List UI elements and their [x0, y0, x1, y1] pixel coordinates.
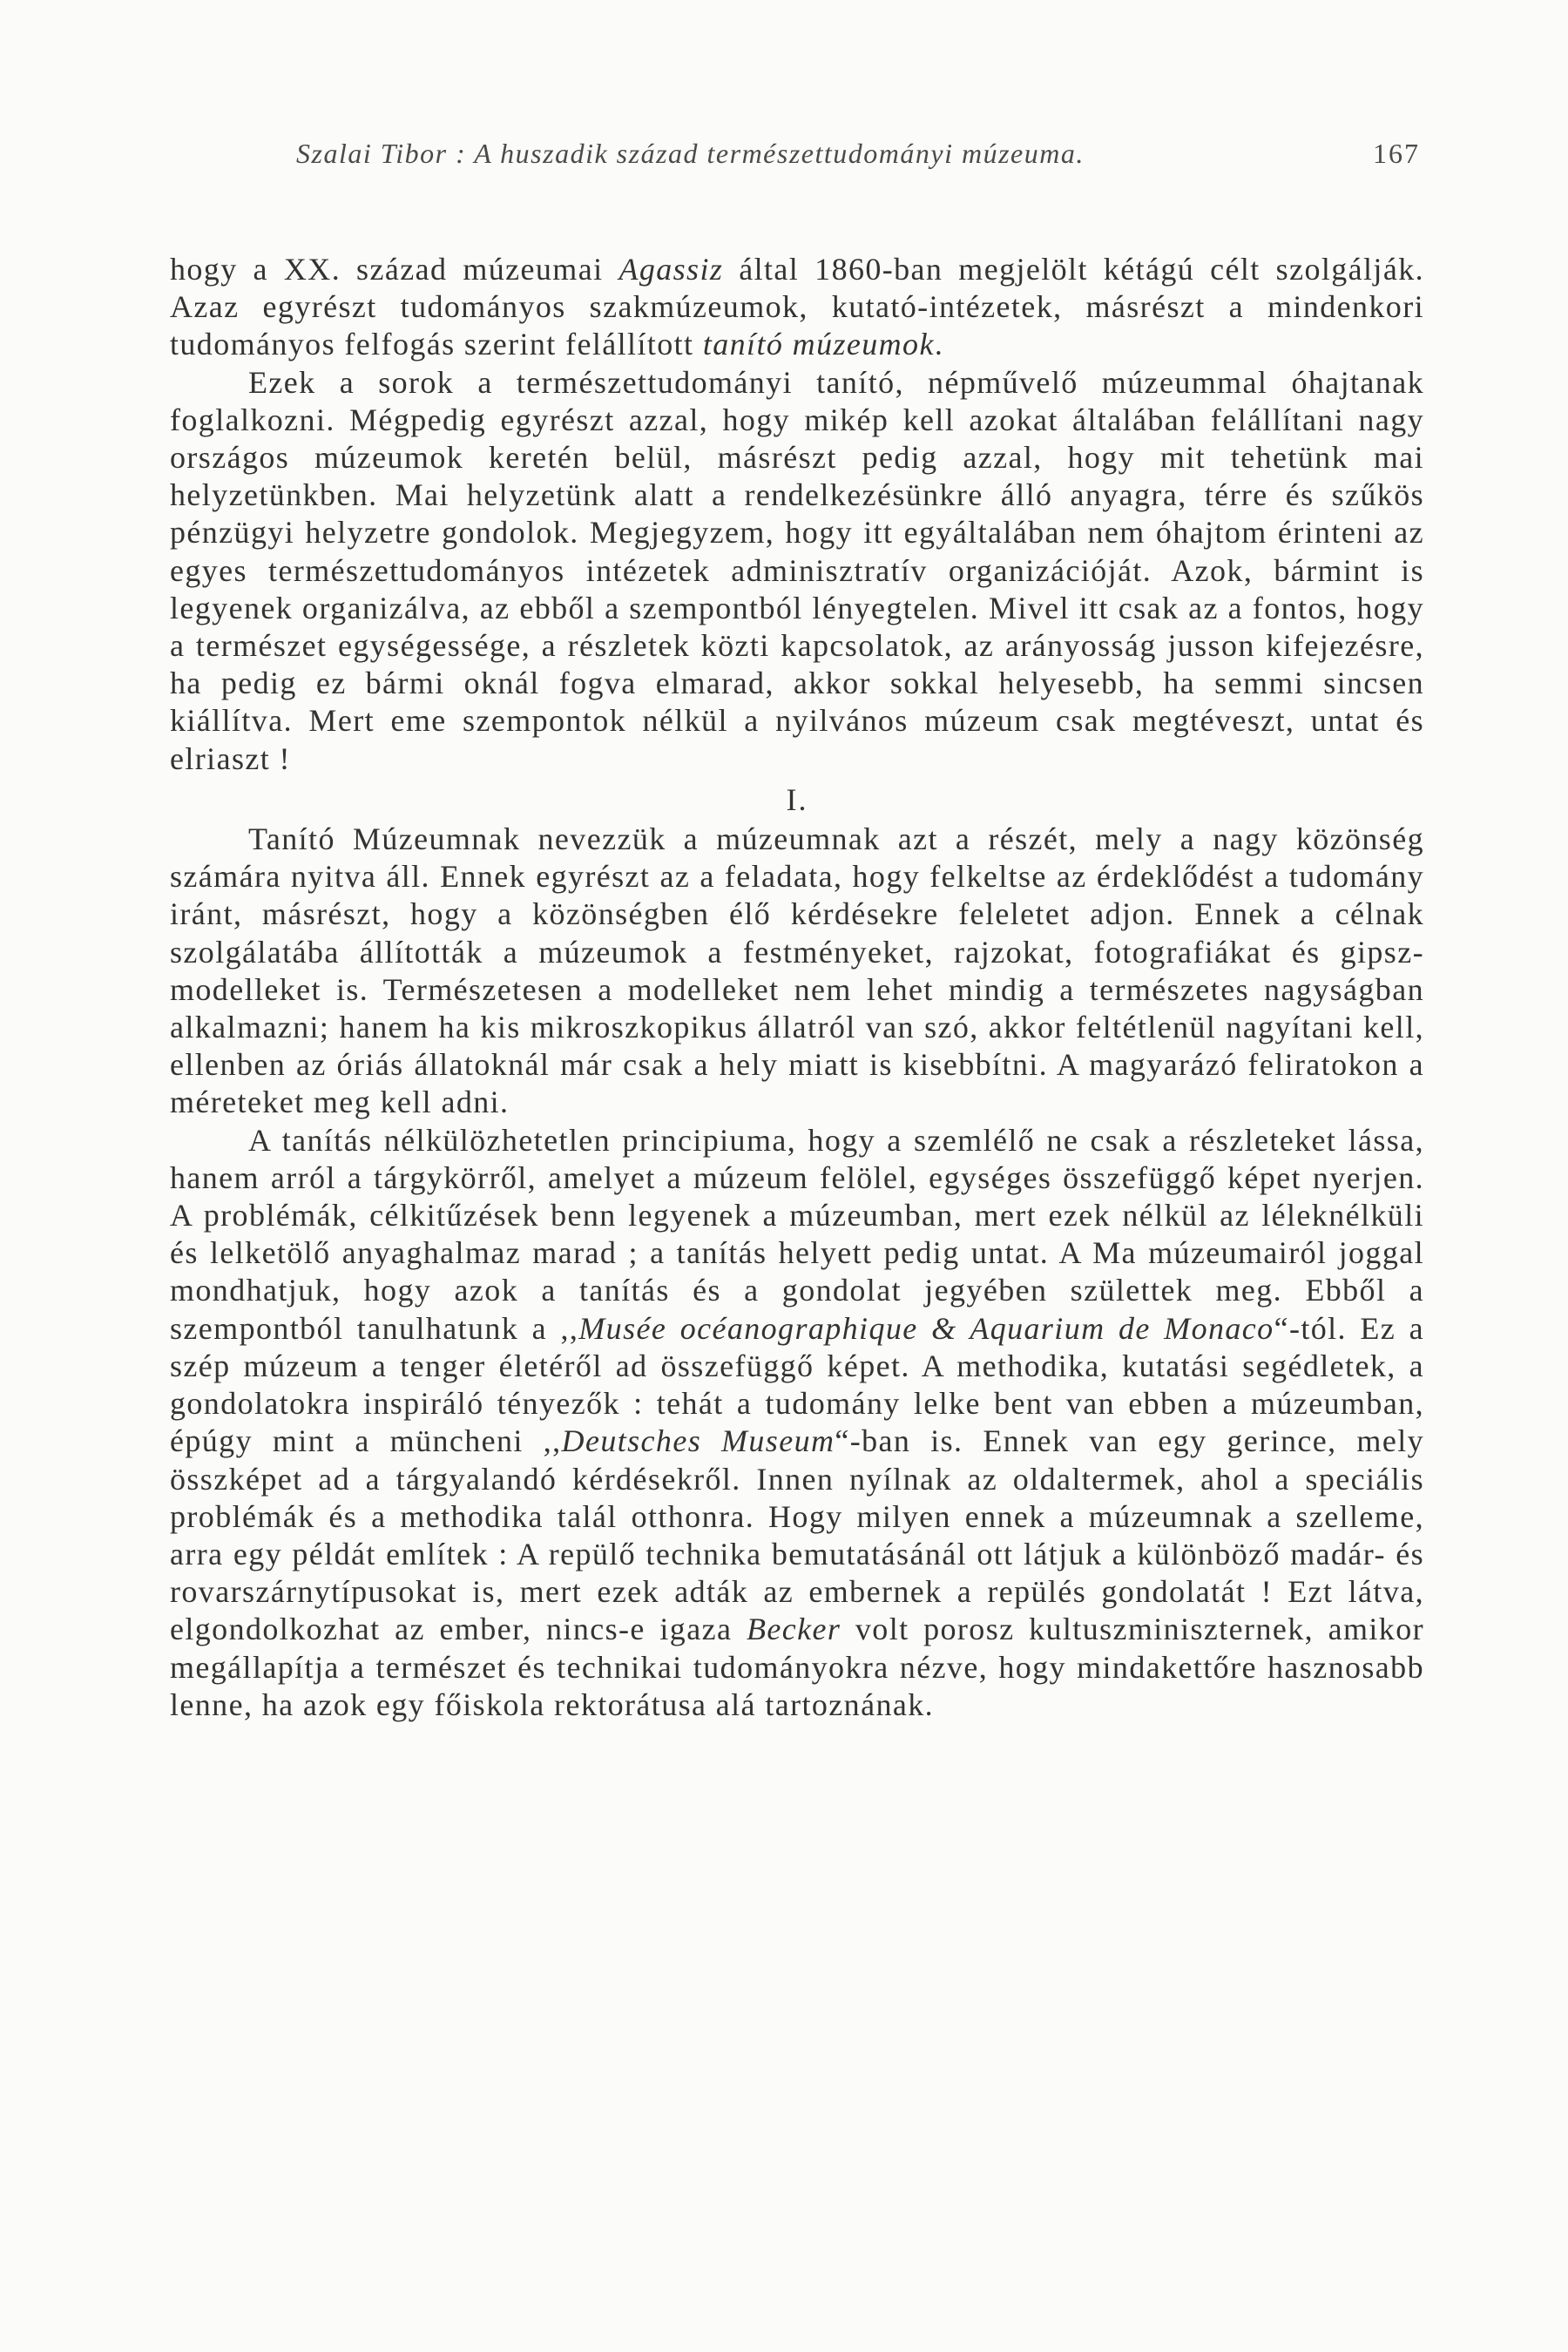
paragraph-1	[170, 251, 1424, 364]
paragraph-4-text-e: “-ban is. Ennek van egy gerince, mely összképet ad a tárgyalandó kérdésekről. Innen nyílnak az oldaltermek, ahol a speciális problémák és a methodika talál otthonra. Hogy milyen ennek a múzeumnak a szelleme, arra egy példát említek : A repülő technika bemutatásánál ott látjuk a különböző madár- és rovarszárnytípusokat is, mert ezek adták az embernek a repülés gondolatát ! Ezt látva, elgondolkozhat az ember, nincs-e igaza	[170, 1423, 1424, 1647]
paragraph-1-text-c: által 1860-ban megjelölt kétágú célt szolgálják. Azaz egyrészt tudományos szakmúzeumok, kutató-intézetek, másrészt a mindenkori tudományos felfogás szerint felállított	[170, 252, 1425, 362]
page-number: 167	[1373, 138, 1420, 169]
term-tanito-muzeumok: tanító múzeumok	[702, 327, 935, 362]
paragraph-4-text-a: A tanítás nélkülözhetetlen principiuma, hogy a szemlélő ne csak a részleteket lássa, hanem arról a tárgykörről, amelyet a múzeum felölel, egységes összefüggő képet nyerjen. A problémák, célkitűzések benn legyenek a múzeumban, mert ezek nélkül az léleknélküli és lelketölő anyaghalmaz marad ; a tanítás helyett pedig untat. A Ma múzeumairól joggal mondhatjuk, hogy azok a tanítás és a gondolat jegyében születtek meg. Ebből a szempontból tanulhatunk a ,,	[170, 1122, 1424, 1346]
body-text	[170, 251, 1424, 1724]
running-header	[296, 138, 1420, 172]
title-deutsches-museum: Deutsches Museum	[561, 1423, 835, 1459]
paragraph-4	[170, 1122, 1424, 1724]
running-title: Szalai Tibor : A huszadik század természettudományi múzeuma.	[296, 138, 1085, 169]
section-heading: I.	[786, 781, 808, 817]
paragraph-3: Tanító Múzeumnak nevezzük a múzeumnak azt a részét, mely a nagy közönség számára nyitva áll. Ennek egyrészt az a feladata, hogy felkeltse az érdeklődést a tudomány iránt, másrészt, hogy a közönségben élő kérdésekre feleletet adjon. Ennek a célnak szolgálatába állították a múzeumok a festményeket, rajzokat, fotografiákat és gipsz-modelleket is. Természetesen a modelleket nem lehet mindig a természetes nagyságban alkalmazni; hanem ha kis mikroszkopikus állatról van szó, akkor feltétlenül nagyítani kell, ellenben az óriás állatoknál már csak a hely miatt is kisebbítni. A magyarázó feliratokon a méreteket meg kell adni.	[170, 821, 1424, 1120]
paragraph-2: Ezek a sorok a természettudományi tanító, népművelő múzeummal óhajtanak foglalkozni. Mégpedig egyrészt azzal, hogy mikép kell azokat általában felállítani nagy országos múzeumok keretén belül, másrészt pedig azzal, hogy mit tehetünk mai helyzetünkben. Mai helyzetünk alatt a rendelkezésünkre álló anyagra, térre és szűkös pénzügyi helyzetre gondolok. Megjegyzem, hogy itt egyáltalában nem óhajtom érinteni az egyes természettudományos intézetek adminisztratív organizációját. Azok, bármint is legyenek organizálva, az ebből a szempontból lényegtelen. Mivel itt csak az a fontos, hogy a természet egységessége, a részletek közti kapcsolatok, az arányosság jusson kifejezésre, ha pedig ez bármi oknál fogva elmarad, akkor sokkal helyesebb, ha semmi sincsen kiállítva. Mert eme szempontok nélkül a nyilvános múzeum csak megtéveszt, untat és elriaszt !	[170, 364, 1424, 776]
paragraph-1-text-e: .	[934, 327, 944, 362]
title-musee-oceanographique: Musée océanographique & Aquarium de Monaco	[578, 1310, 1274, 1346]
author-name-becker: Becker	[746, 1612, 841, 1647]
paragraph-4-text-g: volt porosz kultuszminiszternek, amikor megállapítja a természet és technikai tudományokra nézve, hogy mindakettőre hasznosabb lenne, ha azok egy főiskola rektorátusa alá tartoznának.	[170, 1612, 1424, 1722]
author-name-agassiz: Agassiz	[618, 252, 724, 287]
paragraph-1-text-a: hogy a XX. század múzeumai	[170, 252, 619, 287]
paragraph-4-text-c: “-tól. Ez a szép múzeum a tenger életéről ad összefüggő képet. A methodika, kutatási segédletek, a gondolatokra inspiráló tényezők : tehát a tudomány lelke bent van ebben a múzeumban, épúgy mint a müncheni ,,	[170, 1310, 1424, 1459]
